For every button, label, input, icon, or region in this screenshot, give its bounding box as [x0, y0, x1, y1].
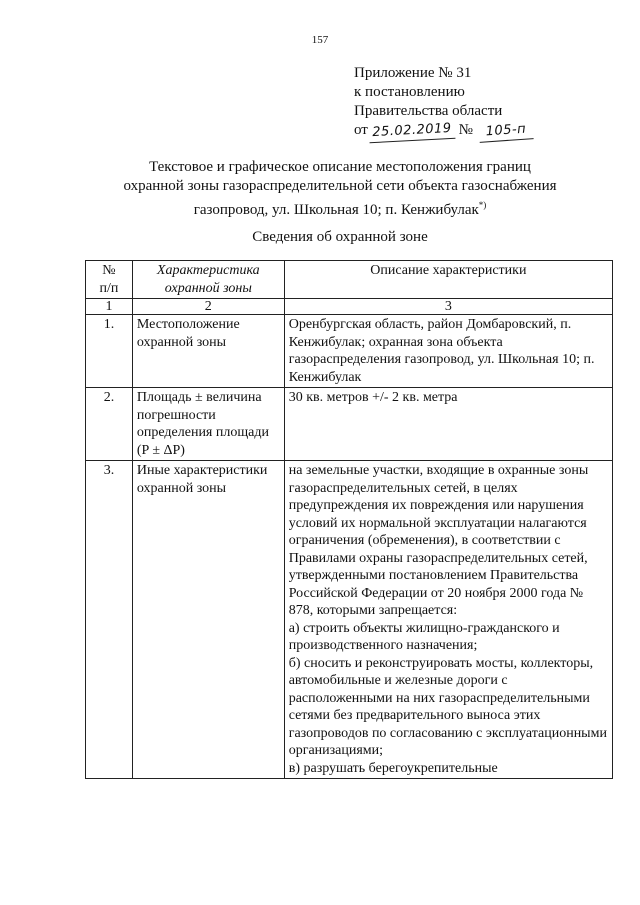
handwritten-number: 105-п [478, 119, 533, 143]
column-number-1: 1 [86, 299, 133, 315]
appendix-date-line [354, 121, 533, 141]
row-number: 1. [86, 315, 133, 388]
row-characteristic: Иные характеристики охранной зоны [132, 461, 284, 779]
column-number-2: 2 [132, 299, 284, 315]
document-heading [60, 158, 620, 220]
date-prefix: от [354, 122, 368, 138]
appendix-block [354, 64, 533, 141]
header-characteristic-line-2: охранной зоны [164, 280, 252, 296]
header-number-line-1: № [102, 263, 116, 278]
description-paragraph: на земельные участки, входящие в охранные зоны газораспределительных сетей, в целях предупреждения их повреждения или нарушения условий их нормальной эксплуатации налагаются ограничения (обременения), в соответствии с Правилами охраны газораспределительных сетей, утвержденными постановлением Правительства Российской Федерации от 20 ноября 2000 года № 878, которыми запрещается: [288, 463, 589, 618]
handwritten-date: 25.02.2019 [368, 119, 455, 143]
description-paragraph: б) сносить и реконструировать мосты, коллекторы, автомобильные и железные дороги с расположенными на них газораспределительными сетями без предварительного выноса этих газопроводов по согласованию с эксплуатационными организациями; [288, 655, 607, 758]
header-description-line: Описание характеристики [370, 263, 527, 278]
table-row [86, 388, 613, 461]
column-number-3: 3 [284, 299, 612, 315]
number-prefix: № [458, 122, 473, 138]
table-header-row [86, 261, 613, 299]
table-row [86, 315, 613, 388]
heading-line-3 [60, 196, 620, 220]
row-description: 30 кв. метров +/- 2 кв. метра [284, 388, 612, 461]
section-subheading: Сведения об охранной зоне [252, 229, 428, 245]
appendix-title: Приложение № 31 [354, 65, 472, 81]
table-row [86, 461, 613, 779]
heading-line-3-text: газопровод, ул. Школьная 10; п. Кенжибулак [193, 202, 479, 218]
row-characteristic: Площадь ± величина погрешности определения площади (P ± ΔP) [132, 388, 284, 461]
footnote-mark: *) [478, 200, 487, 210]
row-description [284, 461, 612, 779]
row-characteristic: Местоположение охранной зоны [132, 315, 284, 388]
header-characteristic [132, 261, 284, 299]
column-number-row [86, 299, 613, 315]
appendix-resolution-line: к постановлению [354, 84, 465, 100]
description-paragraph: в) разрушать берегоукрепительные [288, 760, 498, 776]
header-description [284, 261, 612, 299]
protection-zone-table [85, 260, 613, 779]
header-number-line-2: п/п [99, 280, 119, 296]
appendix-government-line: Правительства области [354, 103, 503, 119]
header-characteristic-line-1: Характеристика [156, 263, 260, 278]
row-description: Оренбургская область, район Домбаровский, п. Кенжибулак; охранная зона объекта газораспределения газопровод, ул. Школьная 10; п. Кенжибулак [284, 315, 612, 388]
description-paragraph: а) строить объекты жилищно-гражданского и производственного назначения; [288, 620, 560, 653]
row-number: 2. [86, 388, 133, 461]
heading-line-1: Текстовое и графическое описание местоположения границ [149, 159, 531, 175]
row-number: 3. [86, 461, 133, 779]
heading-line-2: охранной зоны газораспределительной сети объекта газоснабжения [123, 178, 557, 194]
header-number [86, 261, 133, 299]
page-number: 157 [311, 34, 329, 46]
